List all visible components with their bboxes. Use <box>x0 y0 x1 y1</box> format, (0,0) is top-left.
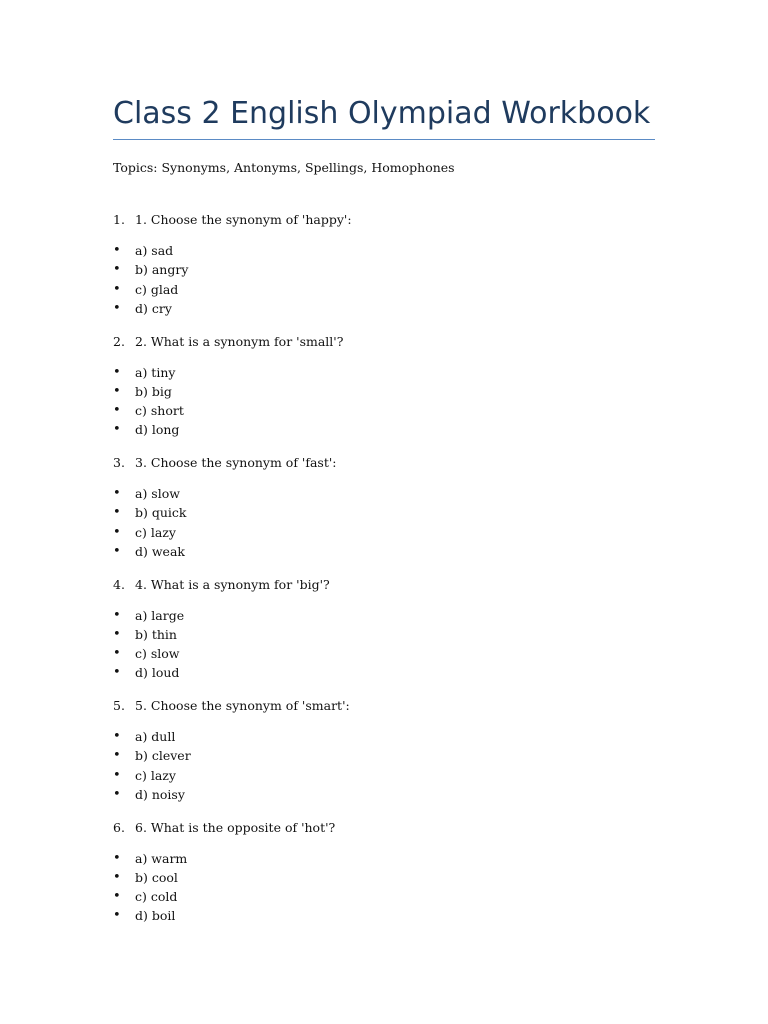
option-text: c) slow <box>135 646 180 662</box>
option-list <box>113 363 673 440</box>
topics-line: Topics: Synonyms, Antonyms, Spellings, Homophones <box>113 160 455 175</box>
question-line <box>113 453 673 473</box>
option-item <box>113 868 673 887</box>
bullet-icon: • <box>113 850 121 866</box>
option-item <box>113 906 673 925</box>
bullet-icon: • <box>113 524 121 540</box>
bullet-icon: • <box>113 908 121 924</box>
bullet-icon: • <box>113 243 121 258</box>
bullet-icon: • <box>113 869 121 885</box>
option-item <box>113 523 673 542</box>
option-list <box>113 484 673 561</box>
bullet-icon: • <box>113 767 121 783</box>
option-text: a) dull <box>135 729 176 744</box>
option-item <box>113 241 673 260</box>
bullet-icon: • <box>113 748 121 764</box>
bullet-icon: • <box>113 889 121 905</box>
question-line <box>113 575 673 595</box>
question-line <box>113 332 673 352</box>
option-item <box>113 849 673 868</box>
option-list <box>113 606 673 683</box>
bullet-icon: • <box>113 281 121 297</box>
option-item <box>113 644 673 663</box>
option-text: d) weak <box>135 543 185 559</box>
option-text: d) noisy <box>135 786 185 802</box>
bullet-icon: • <box>113 300 121 316</box>
bullet-icon: • <box>113 729 121 744</box>
question-number: 5. <box>113 698 125 713</box>
question-text: 5. Choose the synonym of 'smart': <box>135 698 350 713</box>
question-text: 6. What is the opposite of 'hot'? <box>135 819 336 835</box>
option-text: d) cry <box>135 300 172 316</box>
question-number: 4. <box>113 576 125 592</box>
document-title: Class 2 English Olympiad Workbook <box>113 96 651 131</box>
option-item <box>113 663 673 682</box>
option-item <box>113 785 673 804</box>
bullet-icon: • <box>113 262 121 278</box>
title-underline <box>113 139 655 140</box>
question-line <box>113 818 673 838</box>
bullet-icon: • <box>113 607 121 623</box>
option-item <box>113 503 673 522</box>
bullet-icon: • <box>113 403 121 419</box>
option-item <box>113 727 673 746</box>
question-item <box>113 210 673 332</box>
option-list <box>113 241 673 318</box>
option-text: b) quick <box>135 505 187 521</box>
option-text: d) loud <box>135 665 180 681</box>
question-item <box>113 818 673 940</box>
question-item <box>113 332 673 454</box>
question-item <box>113 696 673 818</box>
bullet-icon: • <box>113 422 121 438</box>
question-item <box>113 575 673 697</box>
option-text: a) large <box>135 607 185 623</box>
option-text: c) lazy <box>135 767 176 783</box>
option-list <box>113 727 673 804</box>
question-number: 6. <box>113 819 125 835</box>
option-item <box>113 625 673 644</box>
option-item <box>113 606 673 625</box>
question-item <box>113 453 673 575</box>
question-text: 4. What is a synonym for 'big'? <box>135 576 330 592</box>
option-text: d) long <box>135 422 180 438</box>
option-text: a) tiny <box>135 364 176 380</box>
bullet-icon: • <box>113 383 121 399</box>
bullet-icon: • <box>113 486 121 501</box>
option-item <box>113 280 673 299</box>
bullet-icon: • <box>113 364 121 380</box>
option-list <box>113 849 673 926</box>
question-number: 3. <box>113 455 125 470</box>
option-text: c) glad <box>135 281 179 297</box>
option-item <box>113 542 673 561</box>
option-text: b) clever <box>135 748 191 764</box>
option-item <box>113 887 673 906</box>
option-item <box>113 299 673 318</box>
bullet-icon: • <box>113 646 121 662</box>
question-list <box>113 210 673 939</box>
option-item <box>113 766 673 785</box>
option-item <box>113 363 673 382</box>
bullet-icon: • <box>113 786 121 802</box>
question-line <box>113 696 673 716</box>
question-number: 2. <box>113 333 125 349</box>
option-item <box>113 382 673 401</box>
option-text: c) cold <box>135 889 178 905</box>
bullet-icon: • <box>113 543 121 559</box>
option-item <box>113 484 673 503</box>
option-text: b) cool <box>135 869 178 885</box>
bullet-icon: • <box>113 665 121 681</box>
bullet-icon: • <box>113 505 121 521</box>
option-text: a) warm <box>135 850 188 866</box>
option-item <box>113 401 673 420</box>
option-text: a) sad <box>135 243 174 258</box>
question-text: 1. Choose the synonym of 'happy': <box>135 212 352 227</box>
question-text: 2. What is a synonym for 'small'? <box>135 333 344 349</box>
option-item <box>113 260 673 279</box>
option-text: b) angry <box>135 262 189 278</box>
question-text: 3. Choose the synonym of 'fast': <box>135 455 337 470</box>
bullet-icon: • <box>113 626 121 642</box>
option-text: b) thin <box>135 626 177 642</box>
option-text: c) lazy <box>135 524 176 540</box>
option-text: a) slow <box>135 486 180 501</box>
option-text: d) boil <box>135 908 176 924</box>
question-line <box>113 210 673 230</box>
option-text: c) short <box>135 403 184 419</box>
option-item <box>113 746 673 765</box>
option-item <box>113 420 673 439</box>
question-number: 1. <box>113 212 125 227</box>
option-text: b) big <box>135 383 172 399</box>
